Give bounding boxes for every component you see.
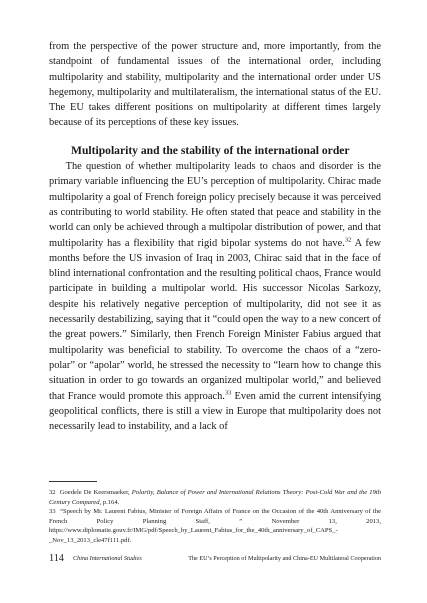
paragraph-2-part-c: Even amid the current intensifying geopolitical conflicts, there is still a view in Europe that multipolarity does not necessarily lead to instability, and a lack of bbox=[49, 390, 381, 433]
page-footer bbox=[49, 553, 381, 567]
footnote-32-title: Polarity, Balance of Power and International Relations Theory: Post-Cold War and the 19th Century Compared bbox=[49, 489, 382, 506]
footnote-32 bbox=[49, 488, 381, 507]
running-title: The EU’s Perception of Multipolarity and China-EU Multilateral Cooperation bbox=[188, 555, 381, 562]
main-text bbox=[49, 39, 381, 434]
paragraph-2 bbox=[49, 159, 381, 434]
footnotes bbox=[49, 488, 381, 546]
section-heading: Multipolarity and the stability of the international order bbox=[71, 143, 350, 157]
footnote-32-number: 32 bbox=[49, 489, 56, 496]
journal-name: China International Studies bbox=[73, 555, 142, 562]
footnote-33-text: “Speech by Mr. Laurent Fabius, Minister of Foreign Affairs of France on the Occasion of the 40th Anniversary of the French Policy Planning Staff, ” November 13, 2013, https://www.diplomatie.gouv.fr/IMG/pdf/Speech_by_Laurent_Fabius_for_the_40th_anniversary_of_CAPS_-_Nov_13_2013_cle47f111.pdf. bbox=[49, 508, 381, 544]
paragraph-2-part-a: The question of whether multipolarity leads to chaos and disorder is the primary variable influencing the EU’s perception of multipolarity. Chirac made multipolarity a goal of French foreign policy precisely because it was perceived as contributing to world stability. He often stated that peace and stability in the world can only be achieved through a multipolar distribution of power, and that multipolarity has a flexibility that rigid bipolar systems do not have. bbox=[49, 161, 381, 249]
footnote-ref-32[interactable]: 32 bbox=[344, 236, 352, 244]
footnote-32-author: Goedele De Keersmaeker, bbox=[59, 489, 130, 496]
page-number: 114 bbox=[49, 553, 64, 564]
paragraph-1: from the perspective of the power structure and, more importantly, from the standpoint of fundamental issues of the international order, including multipolarity and stability, multipolarity and the international order under US hegemony, multipolarity and multilateralism, the international status of the EU. The EU takes different positions on multipolarity at different times largely because of its perceptions of these key issues. bbox=[49, 41, 381, 129]
footnote-33-number: 33 bbox=[49, 508, 56, 516]
footnote-32-page: , p.164. bbox=[99, 498, 120, 506]
paragraph-2-part-b: A few months before the US invasion of Iraq in 2003, Chirac said that in the face of blind international confrontation and the resulting political chaos, France would participate in building a multipolar world. His successor Nicolas Sarkozy, despite his relatively negative perception of multipolarity, did not see it as necessarily destabilizing, saying that it “could open the way to a new concert of the great powers.” Similarly, then French Foreign Minister Fabius argued that multipolarity was beneficial to stability. To overcome the chaos of a “zero-polar” or “apolar” world, he stressed the necessity to “learn how to change this situation in order to go towards an organized multipolar world,” and believed that France would promote this approach. bbox=[49, 237, 381, 402]
footnote-ref-33[interactable]: 33 bbox=[224, 389, 232, 397]
footnote-divider bbox=[49, 481, 97, 482]
footnote-33 bbox=[49, 507, 381, 545]
